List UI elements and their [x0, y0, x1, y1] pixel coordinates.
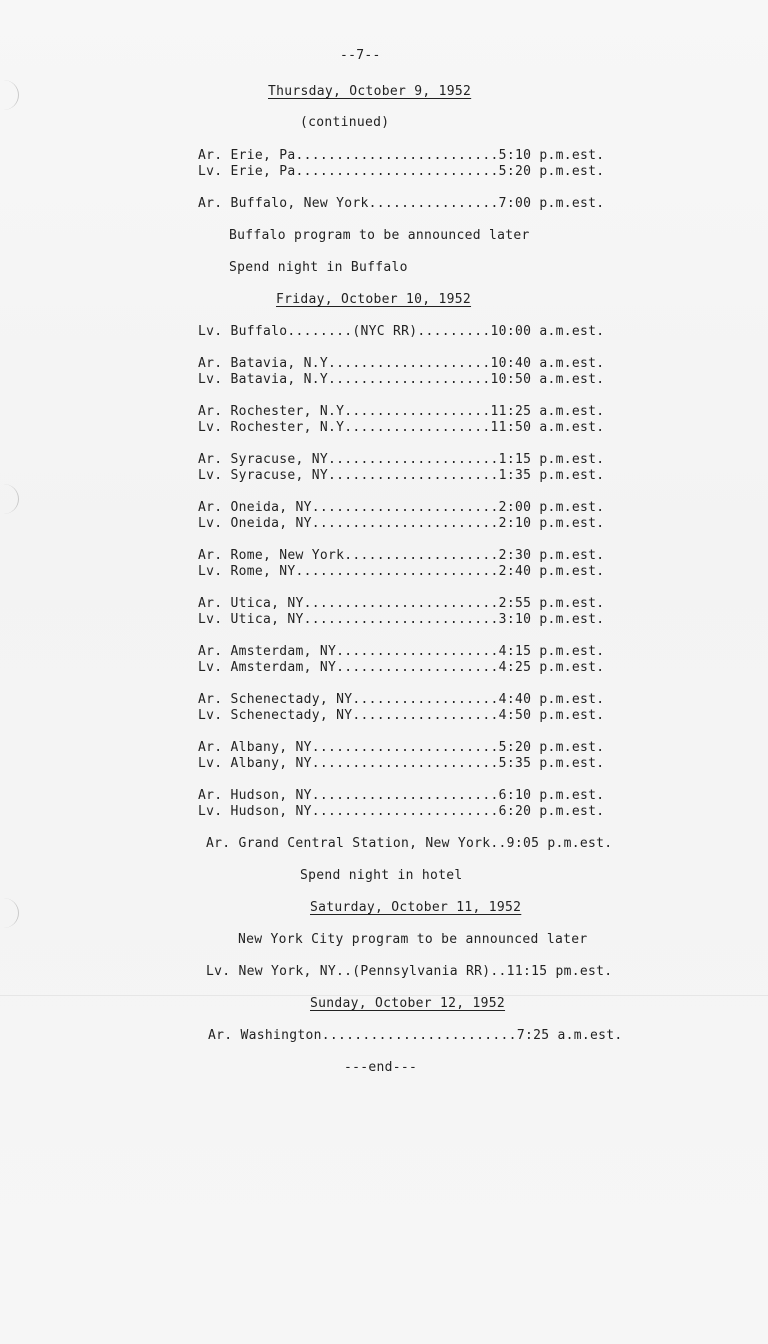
- overnight-note: Spend night in hotel: [300, 868, 463, 883]
- day-heading-sunday: Sunday, October 12, 1952: [310, 996, 506, 1011]
- schedule-line: Ar. Amsterdam, NY....................4:15 p.m.est.: [198, 644, 605, 659]
- schedule-line: Ar. Batavia, N.Y....................10:40 a.m.est.: [198, 356, 605, 371]
- page-number: --7--: [340, 48, 381, 63]
- day-heading-friday: Friday, October 10, 1952: [276, 292, 472, 307]
- schedule-line: Ar. Hudson, NY.......................6:10 p.m.est.: [198, 788, 605, 803]
- schedule-line: Ar. Erie, Pa.........................5:10 p.m.est.: [198, 148, 605, 163]
- schedule-line: Lv. Erie, Pa.........................5:20 p.m.est.: [198, 164, 605, 179]
- schedule-line: Lv. Rochester, N.Y..................11:50 a.m.est.: [198, 420, 605, 435]
- schedule-line: Lv. Rome, NY.........................2:40 p.m.est.: [198, 564, 605, 579]
- program-note: New York City program to be announced later: [238, 932, 588, 947]
- schedule-line: Lv. Utica, NY........................3:10 p.m.est.: [198, 612, 605, 627]
- schedule-line: Ar. Rochester, N.Y..................11:25 a.m.est.: [198, 404, 605, 419]
- schedule-line: Lv. Buffalo........(NYC RR).........10:00 a.m.est.: [198, 324, 605, 339]
- schedule-line: Ar. Oneida, NY.......................2:00 p.m.est.: [198, 500, 605, 515]
- end-marker: ---end---: [344, 1060, 418, 1075]
- program-note: Buffalo program to be announced later: [229, 228, 530, 243]
- schedule-line: Ar. Buffalo, New York................7:00 p.m.est.: [198, 196, 605, 211]
- overnight-note: Spend night in Buffalo: [229, 260, 408, 275]
- schedule-line: Lv. Batavia, N.Y....................10:50 a.m.est.: [198, 372, 605, 387]
- continued-label: (continued): [300, 115, 390, 130]
- schedule-line: Lv. Oneida, NY.......................2:10 p.m.est.: [198, 516, 605, 531]
- schedule-line: Ar. Syracuse, NY.....................1:15 p.m.est.: [198, 452, 605, 467]
- schedule-line: Ar. Washington........................7:25 a.m.est.: [208, 1028, 623, 1043]
- schedule-line: Lv. Amsterdam, NY....................4:25 p.m.est.: [198, 660, 605, 675]
- punch-hole: [0, 898, 19, 928]
- schedule-line: Ar. Utica, NY........................2:55 p.m.est.: [198, 596, 605, 611]
- schedule-line: Lv. Schenectady, NY..................4:50 p.m.est.: [198, 708, 605, 723]
- punch-hole: [0, 484, 19, 514]
- schedule-line: Lv. Hudson, NY.......................6:20 p.m.est.: [198, 804, 605, 819]
- schedule-line: Ar. Rome, New York...................2:30 p.m.est.: [198, 548, 605, 563]
- punch-hole: [0, 80, 19, 110]
- day-heading-thursday: Thursday, October 9, 1952: [268, 84, 472, 99]
- schedule-line: Ar. Albany, NY.......................5:20 p.m.est.: [198, 740, 605, 755]
- schedule-line: Ar. Grand Central Station, New York..9:05 p.m.est.: [206, 836, 613, 851]
- day-heading-saturday: Saturday, October 11, 1952: [310, 900, 522, 915]
- schedule-line: Lv. Syracuse, NY.....................1:35 p.m.est.: [198, 468, 605, 483]
- schedule-line: Lv. Albany, NY.......................5:35 p.m.est.: [198, 756, 605, 771]
- schedule-line: Ar. Schenectady, NY..................4:40 p.m.est.: [198, 692, 605, 707]
- schedule-line: Lv. New York, NY..(Pennsylvania RR)..11:15 pm.est.: [206, 964, 613, 979]
